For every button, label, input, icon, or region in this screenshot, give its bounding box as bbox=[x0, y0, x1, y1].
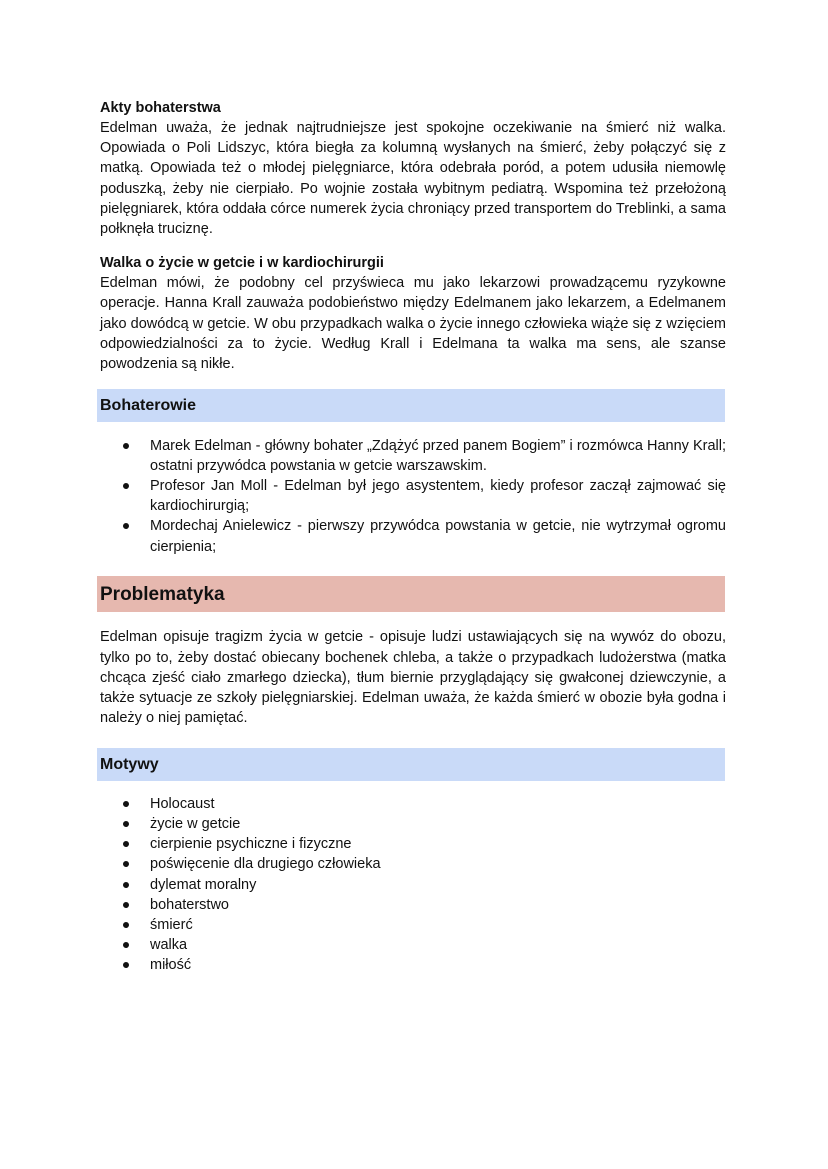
list-item-text: Profesor Jan Moll - Edelman był jego asystentem, kiedy profesor zaczął zajmować się kardiochirurgią; bbox=[150, 477, 726, 515]
list-item-text: Marek Edelman - główny bohater „Zdążyć przed panem Bogiem” i rozmówca Hanny Krall; ostatni przywódca powstania w getcie warszawskim. bbox=[150, 437, 726, 474]
list-item-text: Mordechaj Anielewicz - pierwszy przywódca powstania w getcie, nie wytrzymał ogromu cierpienia; bbox=[150, 518, 726, 555]
list-item bbox=[100, 935, 726, 955]
bullet-icon bbox=[123, 942, 129, 948]
bullet-icon bbox=[123, 902, 129, 908]
bullet-icon bbox=[123, 882, 129, 888]
section-akty-bohaterstwa bbox=[100, 98, 726, 239]
list-motywy bbox=[100, 794, 726, 976]
bullet-icon bbox=[123, 841, 129, 847]
list-item-text: dylemat moralny bbox=[150, 876, 257, 893]
list-item-text: cierpienie psychiczne i fizyczne bbox=[150, 836, 352, 853]
list-item-text: walka bbox=[150, 937, 188, 954]
list-item-text: poświęcenie dla drugiego człowieka bbox=[150, 856, 381, 873]
list-item bbox=[100, 875, 726, 895]
bullet-icon bbox=[123, 523, 129, 529]
heading-motywy: Motywy bbox=[97, 748, 725, 781]
bullet-icon bbox=[123, 483, 129, 489]
list-item bbox=[100, 915, 726, 935]
bullet-icon bbox=[123, 801, 129, 807]
paragraph-akty-bohaterstwa: Edelman uważa, że jednak najtrudniejsze jest spokojne oczekiwanie na śmierć niż walka. Opowiada o Poli Lidszyc, która biegła za kolumną wysłanych na śmierć, żeby połączyć się z matką. Opowiada też o młodej pielęgniarce, która odebrała poród, a potem udusiła niemowlę poduszką, żeby nie cierpiało. Po wojnie została wybitnym pediatrą. Wspomina też przełożoną pielęgniarek, która oddała córce numerek życia chroniący przed transportem do Treblinki, a sama połknęła truciznę. bbox=[100, 120, 726, 238]
list-item-text: bohaterstwo bbox=[150, 896, 229, 913]
section-bohaterowie bbox=[100, 389, 726, 556]
section-problematyka bbox=[100, 576, 726, 729]
list-item-text: Holocaust bbox=[150, 795, 215, 812]
subheading-walka-o-zycie: Walka o życie w getcie i w kardiochirurgii bbox=[100, 255, 384, 272]
list-item bbox=[100, 955, 726, 975]
list-item bbox=[100, 436, 726, 476]
bullet-icon bbox=[123, 821, 129, 827]
bullet-icon bbox=[123, 443, 129, 449]
bullet-icon bbox=[123, 962, 129, 968]
list-item bbox=[100, 476, 726, 516]
list-item bbox=[100, 895, 726, 915]
document-page bbox=[100, 98, 726, 976]
bullet-icon bbox=[123, 861, 129, 867]
paragraph-walka-o-zycie: Edelman mówi, że podobny cel przyświeca mu jako lekarzowi prowadzącemu ryzykowne operacje. Hanna Krall zauważa podobieństwo między Edelmanem jako lekarzem, a Edelmanem jako dowódcą w getcie. W obu przypadkach walka o życie innego człowieka wiąże się z wzięciem odpowiedzialności za to życie. Według Krall i Edelmana ta walka ma sens, ale szanse powodzenia są nikłe. bbox=[100, 275, 726, 373]
list-item bbox=[100, 834, 726, 854]
heading-bohaterowie: Bohaterowie bbox=[97, 389, 725, 422]
heading-problematyka: Problematyka bbox=[97, 576, 725, 612]
list-item-text: życie w getcie bbox=[150, 815, 241, 832]
paragraph-problematyka: Edelman opisuje tragizm życia w getcie - opisuje ludzi ustawiających się na wywóz do obozu, tylko po to, żeby dostać obiecany bochenek chleba, a także o przypadkach ludożerstwa (matka chcąca zjeść ciało zmarłego dziecka), tłum biernie przyglądający się gwałconej dziewczynie, a także sytuacje ze szkoły pielęgniarskiej. Edelman uważa, że każda śmierć w obozie była godna i należy o niej pamiętać. bbox=[100, 629, 726, 727]
list-item bbox=[100, 854, 726, 874]
bullet-icon bbox=[123, 922, 129, 928]
list-item bbox=[100, 794, 726, 814]
list-bohaterowie bbox=[100, 436, 726, 557]
list-item bbox=[100, 516, 726, 556]
section-motywy bbox=[100, 748, 726, 976]
list-item bbox=[100, 814, 726, 834]
list-item-text: miłość bbox=[150, 957, 192, 974]
subheading-akty-bohaterstwa: Akty bohaterstwa bbox=[100, 100, 221, 116]
list-item-text: śmierć bbox=[150, 916, 193, 933]
section-walka-o-zycie bbox=[100, 253, 726, 374]
